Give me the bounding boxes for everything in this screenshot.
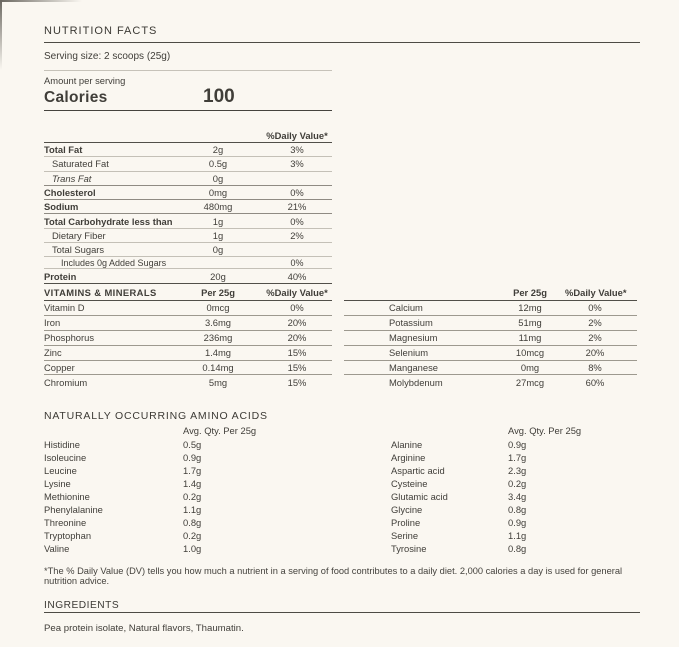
nutrient-name: Trans Fat <box>52 172 92 184</box>
amino-row <box>391 477 641 490</box>
nutrition-facts-title: NUTRITION FACTS <box>44 25 158 37</box>
nutrient-amount: 0mg <box>208 187 228 199</box>
avg-qty-header: Avg. Qty. Per 25g <box>508 425 582 436</box>
vitamin-row <box>44 301 332 316</box>
amino-row <box>391 451 641 464</box>
amino-row <box>44 490 344 503</box>
amino-name: Lysine <box>44 478 71 489</box>
vitamin-name: Zinc <box>44 347 62 359</box>
nutrient-dv: 2% <box>290 229 304 241</box>
vitamin-dv: 20% <box>287 317 307 329</box>
nutrient-dv: 0% <box>290 187 304 199</box>
amino-qty: 2.3g <box>508 465 527 476</box>
nutrient-row <box>44 214 332 228</box>
amino-name: Isoleucine <box>44 452 87 463</box>
vitamin-amount: 1.4mg <box>204 347 232 359</box>
nutrient-row <box>44 186 332 200</box>
vitamins-table-left <box>44 285 332 389</box>
amino-qty: 0.2g <box>183 530 202 541</box>
vitamin-row <box>344 346 637 361</box>
nutrient-dv: 3% <box>290 144 304 156</box>
ingredients-title: INGREDIENTS <box>44 600 120 611</box>
amino-name: Histidine <box>44 439 80 450</box>
vitamin-name: Iron <box>44 317 61 329</box>
amino-list-left <box>44 425 344 555</box>
vitamins-minerals-title: VITAMINS & MINERALS <box>44 287 157 298</box>
vitamin-row <box>44 316 332 331</box>
amino-name: Tyrosine <box>391 543 427 554</box>
nutrient-name: Total Sugars <box>52 244 105 256</box>
nutrient-row <box>44 157 332 171</box>
amino-qty: 0.8g <box>183 517 202 528</box>
nutrient-row <box>44 200 332 214</box>
vitamin-dv: 0% <box>290 302 304 314</box>
nutrient-amount: 0.5g <box>208 158 228 170</box>
amino-right-rows <box>391 438 641 555</box>
amino-qty: 0.5g <box>183 439 202 450</box>
daily-value-footnote: *The % Daily Value (DV) tells you how much a nutrient in a serving of food contributes to a daily diet. 2,000 calories a day is used for general nutrition advice. <box>44 566 623 586</box>
amino-qty: 1.4g <box>183 478 202 489</box>
nutrient-row <box>44 172 332 186</box>
vitamins-left-header <box>44 285 332 301</box>
nutrient-row <box>44 243 332 257</box>
vitamin-row <box>344 316 637 331</box>
vitamin-amount: 0mg <box>520 362 540 373</box>
vitamin-row <box>344 331 637 346</box>
vitamin-dv: 2% <box>588 317 602 329</box>
vitamin-row <box>44 346 332 361</box>
amino-qty: 0.9g <box>183 452 202 463</box>
amino-row <box>391 490 641 503</box>
title-rule <box>44 42 640 43</box>
amino-qty: 0.9g <box>508 517 527 528</box>
nutrient-dv: 21% <box>287 201 307 213</box>
vitamin-name: Vitamin D <box>44 302 85 314</box>
vitamin-amount: 0mcg <box>206 302 230 314</box>
amino-name: Cysteine <box>391 478 428 489</box>
amino-name: Glutamic acid <box>391 491 448 502</box>
main-table-rows <box>44 143 332 284</box>
nutrient-name: Dietary Fiber <box>52 229 106 241</box>
calories-rule <box>44 110 332 111</box>
nutrient-dv: 40% <box>287 270 307 282</box>
nutrient-row <box>44 229 332 243</box>
amino-qty: 0.9g <box>508 439 527 450</box>
daily-value-header: %Daily Value* <box>266 130 328 141</box>
amino-row <box>391 542 641 555</box>
scan-edge-left <box>0 0 2 70</box>
nutrient-dv: 3% <box>290 158 304 170</box>
amino-left-header <box>44 425 344 438</box>
nutrient-amount: 0g <box>212 172 224 184</box>
amino-row <box>44 477 344 490</box>
main-nutrition-table <box>44 127 332 284</box>
vitamin-amount: 51mg <box>518 317 542 329</box>
per-25g-header: Per 25g <box>513 287 547 298</box>
vitamin-amount: 0.14mg <box>202 362 234 373</box>
amino-name: Glycine <box>391 504 423 515</box>
amino-qty: 0.8g <box>508 543 527 554</box>
scan-edge-top <box>0 0 82 2</box>
vitamin-amount: 5mg <box>208 376 228 388</box>
vitamin-name: Selenium <box>389 347 429 359</box>
amino-name: Methionine <box>44 491 90 502</box>
vitamin-name: Phosphorus <box>44 332 95 344</box>
amino-row <box>44 542 344 555</box>
vitamin-dv: 20% <box>585 347 605 359</box>
nutrient-dv: 0% <box>290 257 304 268</box>
nutrient-amount: 1g <box>212 229 224 241</box>
vitamin-amount: 10mcg <box>515 347 545 359</box>
amino-row <box>44 438 344 451</box>
calories-value: 100 <box>203 86 235 107</box>
amino-row <box>44 464 344 477</box>
nutrient-amount: 1g <box>212 215 224 227</box>
nutrient-name: Protein <box>44 270 77 282</box>
amino-name: Valine <box>44 543 70 554</box>
serving-rule <box>44 70 332 71</box>
vitamins-right-header <box>344 285 637 301</box>
vitamin-dv: 20% <box>287 332 307 344</box>
ingredients-rule <box>44 612 640 613</box>
nutrient-amount: 20g <box>210 270 226 282</box>
vitamins-right-rows <box>344 301 637 389</box>
nutrient-row <box>44 143 332 157</box>
vitamin-amount: 3.6mg <box>204 317 232 329</box>
amino-list-right <box>391 425 641 555</box>
vitamin-name: Chromium <box>44 376 88 388</box>
nutrient-name: Total Carbohydrate less than <box>44 215 173 227</box>
amino-row <box>391 529 641 542</box>
amino-name: Serine <box>391 530 419 541</box>
vitamins-table-right <box>344 285 637 389</box>
amino-name: Threonine <box>44 517 87 528</box>
vitamin-dv: 15% <box>287 347 307 359</box>
vitamin-name: Calcium <box>389 302 423 314</box>
vitamin-dv: 8% <box>588 362 602 373</box>
amino-right-header <box>391 425 641 438</box>
ingredients-text: Pea protein isolate, Natural flavors, Thaumatin. <box>44 623 244 634</box>
amino-name: Tryptophan <box>44 530 92 541</box>
avg-qty-header: Avg. Qty. Per 25g <box>183 425 257 436</box>
calories-label: Calories <box>44 89 108 106</box>
amino-qty: 0.2g <box>183 491 202 502</box>
amino-qty: 1.1g <box>183 504 202 515</box>
amino-left-rows <box>44 438 344 555</box>
vitamin-name: Magnesium <box>389 332 438 344</box>
vitamin-row <box>44 361 332 376</box>
nutrient-amount: 480mg <box>203 201 233 213</box>
vitamin-row <box>44 375 332 389</box>
amino-acids-title: NATURALLY OCCURRING AMINO ACIDS <box>44 410 268 422</box>
amino-name: Proline <box>391 517 421 528</box>
daily-value-header: %Daily Value* <box>266 287 328 298</box>
vitamin-name: Copper <box>44 362 75 373</box>
nutrient-name: Cholesterol <box>44 187 96 199</box>
vitamin-dv: 15% <box>287 362 307 373</box>
vitamin-name: Manganese <box>389 362 438 373</box>
nutrient-name: Includes 0g Added Sugars <box>61 257 167 268</box>
amino-row <box>44 503 344 516</box>
nutrient-amount: 2g <box>212 144 224 156</box>
vitamin-dv: 0% <box>588 302 602 314</box>
vitamin-amount: 12mg <box>518 302 542 314</box>
amino-qty: 1.0g <box>183 543 202 554</box>
vitamin-amount: 236mg <box>203 332 233 344</box>
amino-name: Phenylalanine <box>44 504 103 515</box>
amino-qty: 0.8g <box>508 504 527 515</box>
amino-qty: 0.2g <box>508 478 527 489</box>
amino-qty: 1.1g <box>508 530 527 541</box>
vitamin-name: Potassium <box>389 317 433 329</box>
vitamin-dv: 15% <box>287 376 307 388</box>
nutrient-name: Saturated Fat <box>52 158 109 170</box>
amino-row <box>391 464 641 477</box>
vitamin-row <box>344 375 637 389</box>
amino-qty: 1.7g <box>508 452 527 463</box>
amino-name: Aspartic acid <box>391 465 445 476</box>
amount-per-serving-label: Amount per serving <box>44 75 126 86</box>
amino-row <box>391 503 641 516</box>
nutrient-amount: 0g <box>212 244 224 256</box>
amino-row <box>44 516 344 529</box>
serving-size: Serving size: 2 scoops (25g) <box>44 51 171 62</box>
nutrient-row <box>44 269 332 284</box>
vitamin-row <box>344 301 637 316</box>
amino-name: Leucine <box>44 465 77 476</box>
vitamin-dv: 2% <box>588 332 602 344</box>
vitamin-row <box>344 361 637 376</box>
daily-value-header: %Daily Value* <box>565 287 627 298</box>
vitamin-name: Molybdenum <box>389 376 443 388</box>
nutrient-dv: 0% <box>290 215 304 227</box>
vitamin-row <box>44 331 332 346</box>
amino-name: Alanine <box>391 439 423 450</box>
vitamin-amount: 11mg <box>518 332 542 344</box>
nutrient-row <box>44 257 332 269</box>
amino-row <box>44 529 344 542</box>
amino-row <box>391 438 641 451</box>
amino-qty: 3.4g <box>508 491 527 502</box>
nutrient-name: Sodium <box>44 201 79 213</box>
vitamins-left-rows <box>44 301 332 389</box>
main-table-header <box>44 127 332 143</box>
amino-name: Arginine <box>391 452 426 463</box>
per-25g-header: Per 25g <box>201 287 235 298</box>
amino-row <box>44 451 344 464</box>
amino-row <box>391 516 641 529</box>
nutrient-name: Total Fat <box>44 144 83 156</box>
amino-qty: 1.7g <box>183 465 202 476</box>
vitamin-dv: 60% <box>585 376 605 388</box>
vitamin-amount: 27mcg <box>515 376 545 388</box>
